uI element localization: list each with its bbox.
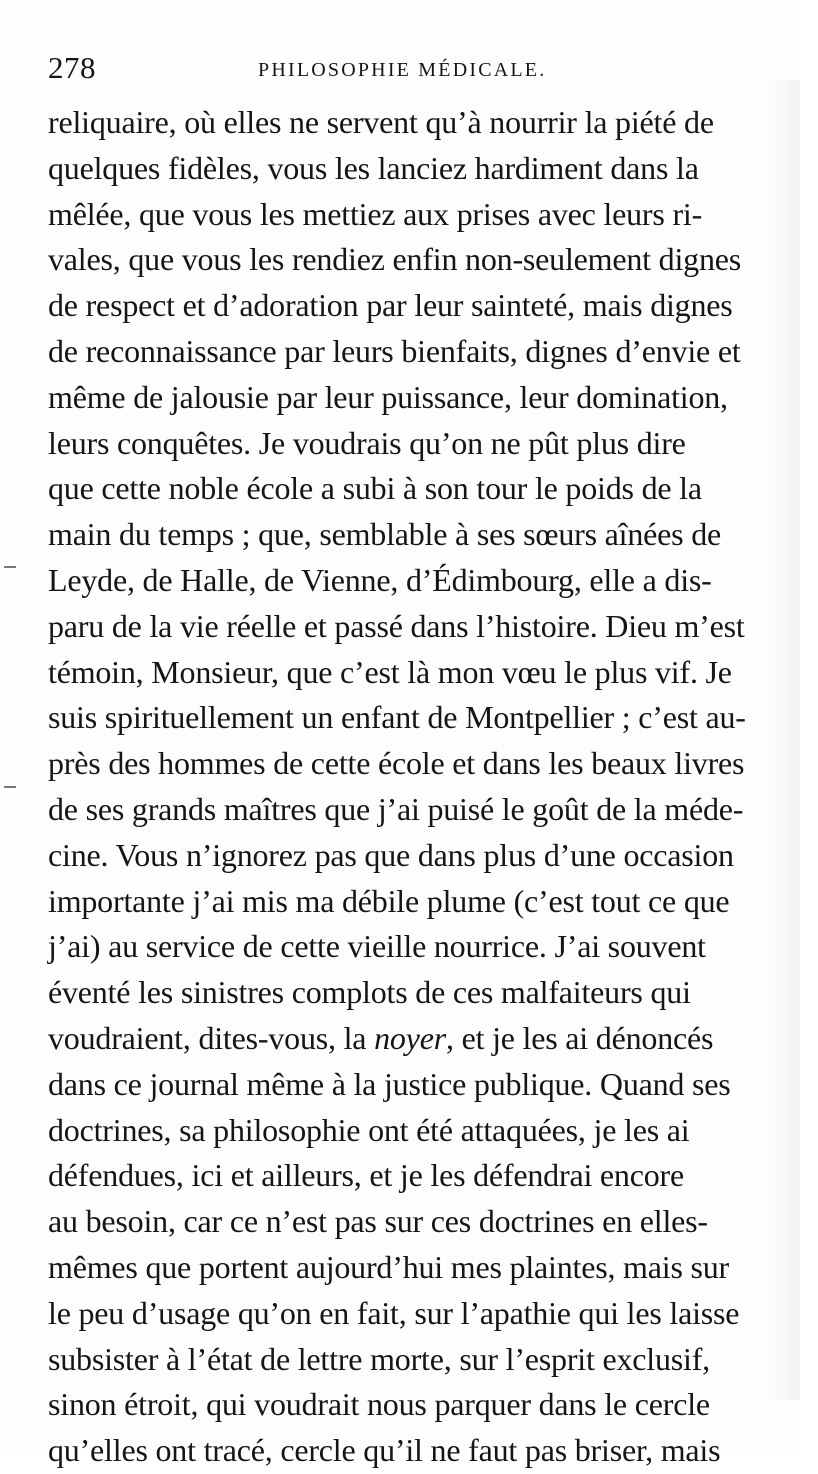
text-line: reliquaire, où elles ne servent qu’à nourrir la piété de [48,104,714,140]
italic-word: noyer [374,1019,446,1056]
text-line: main du temps ; que, semblable à ses sœurs aînées de [48,516,721,553]
text-line: de ses grands maîtres que j’ai puisé le goût de la méde- [48,790,744,827]
text-line: mêlée, que vous les mettiez aux prises avec leurs ri- [48,195,703,232]
text-line: Leyde, de Halle, de Vienne, d’Édimbourg, elle a dis- [48,561,712,598]
text-line: paru de la vie réelle et passé dans l’histoire. Dieu m’est [48,607,745,644]
text-line: même de jalousie par leur puissance, leur domination, [48,378,728,415]
text-line: suis spirituellement un enfant de Montpellier ; c’est au- [48,699,746,736]
text-line: mêmes que portent aujourd’hui mes plaintes, mais sur [48,1248,730,1285]
text-line: témoin, Monsieur, que c’est là mon vœu le plus vif. Je [48,653,732,690]
text-line: dans ce journal même à la justice publique. Quand ses [48,1065,731,1102]
text-line: au besoin, car ce n’est pas sur ces doctrines en elles- [48,1203,708,1240]
text-line: importante j’ai mis ma débile plume (c’est tout ce que [48,882,730,919]
text-line: défendues, ici et ailleurs, et je les défendrai encore [48,1157,684,1194]
line-segment: voudraient, dites-vous, la [48,1019,375,1056]
text-line: près des hommes de cette école et dans les beaux livres [48,745,745,782]
margin-mark [4,786,16,788]
running-title: PHILOSOPHIE MÉDICALE. [258,59,547,81]
text-line: éventé les sinistres complots de ces malfaiteurs qui [48,974,691,1011]
margin-mark [4,566,16,568]
text-line: cine. Vous n’ignorez pas que dans plus d’une occasion [48,836,734,873]
text-line: qu’elles ont tracé, cercle qu’il ne faut pas briser, mais [48,1432,721,1469]
text-line: de reconnaissance par leurs bienfaits, dignes d’envie et [48,332,741,369]
page-header [48,48,788,88]
text-line-with-italic [48,1016,818,1062]
text-line: doctrines, sa philosophie ont été attaquées, je les ai [48,1111,690,1148]
text-line: j’ai) au service de cette vieille nourrice. J’ai souvent [48,928,706,965]
text-line: que cette noble école a subi à son tour le poids de la [48,470,702,507]
body-text [48,100,818,1474]
text-line: subsister à l’état de lettre morte, sur l’esprit exclusif, [48,1340,710,1377]
page-number: 278 [48,50,96,85]
text-line: de respect et d’adoration par leur sainteté, mais dignes [48,287,733,324]
line-segment: , et je les ai dénoncés [445,1019,714,1056]
text-line: vales, que vous les rendiez enfin non-seulement dignes [48,241,741,278]
text-line: leurs conquêtes. Je voudrais qu’on ne pût plus dire [48,424,686,461]
text-line: quelques fidèles, vous les lanciez hardiment dans la [48,149,699,186]
text-line: le peu d’usage qu’on en fait, sur l’apathie qui les laisse [48,1294,740,1331]
text-line: sinon étroit, qui voudrait nous parquer dans le cercle [48,1386,710,1423]
